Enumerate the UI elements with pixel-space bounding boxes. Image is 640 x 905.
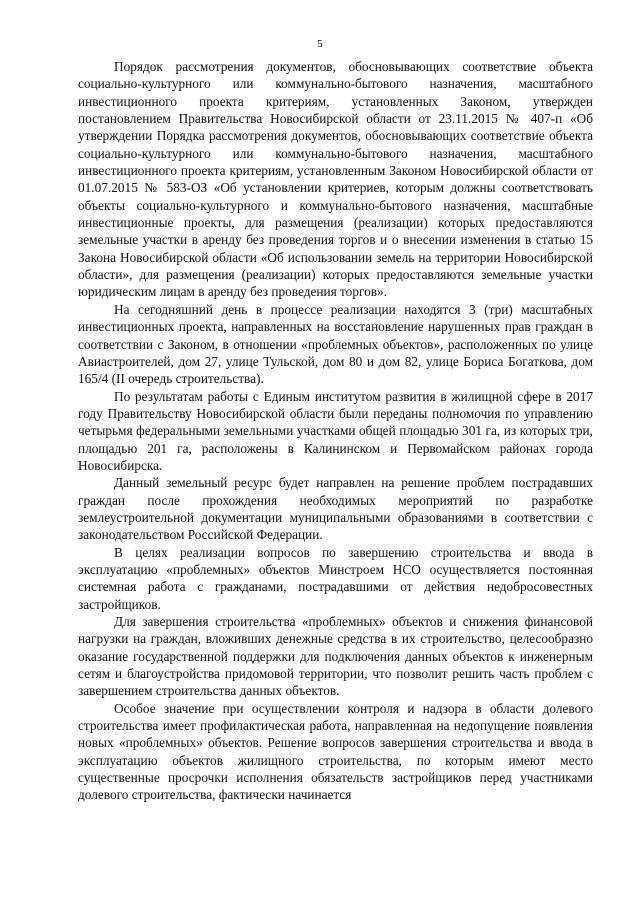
paragraph-state-support: Для завершения строительства «проблемных» объектов и снижения финансовой нагрузки на граждан, вложивших денежные средства в их строительство, целесообразно оказание государственной поддержки для подключения данных объектов к инженерным сетям и благоустройства придомовой территории, что позволит решить часть проблем с завершением строительства данных объектов. [78, 614, 593, 699]
paragraph-land-resource: Данный земельный ресурс будет направлен на решение проблем пострадавших граждан после прохождения необходимых мероприятий по разработке землеустроительной документации муниципальными образованиями в соответствии с законодательством Российской Федерации. [78, 475, 593, 543]
paragraph-systematic-work: В целях реализации вопросов по завершению строительства и ввода в эксплуатацию «проблемных» объектов Минстроем НСО осуществляется постоянная системная работа с гражданами, пострадавшими от действия недобросовестных застройщиков. [78, 544, 593, 612]
paragraph-land-plots: По результатам работы с Единым институтом развития в жилищной сфере в 2017 году Правительству Новосибирской области были переданы полномочия по управлению четырьмя федеральными земельными участками общей площадью 301 га, из которых три, площадью 201 га, расположены в Калининском и Первомайском районах города Новосибирска. [78, 388, 593, 473]
paragraph-preventive-work: Особое значение при осуществлении контроля и надзора в области долевого строительства имеет профилактическая работа, направленная на недопущение появления новых «проблемных» объектов. Решение вопросов завершения строительства и ввода в эксплуатацию объектов жилищного строительства, по которым имеют место существенные просрочки исполнения обязательств застройщиков перед участниками долевого строительства, фактически начинается [78, 700, 593, 803]
paragraph-review-procedure: Порядок рассмотрения документов, обосновывающих соответствие объекта социально-культурного или коммунально-бытового назначения, масштабного инвестиционного проекта критериям, установленных Законом, утвержден постановлением Правительства Новосибирской области от 23.11.2015 № 407-п «Об утверждении Порядка рассмотрения документов, обосновывающих соответствие объекта социально-культурного или коммунально-бытового назначения, масштабного инвестиционного проекта критериям, установленным Законом Новосибирской области от 01.07.2015 № 583-ОЗ «Об установлении критериев, которым должны соответствовать объекты социально-культурного и коммунально-бытового назначения, масштабные инвестиционные проекты, для размещения (реализации) которых предоставляются земельные участки в аренду без проведения торгов и о внесении изменения в статью 15 Закона Новосибирской области «Об использовании земель на территории Новосибирской области», для размещения (реализации) которых предоставляются земельные участки юридическим лицам в аренду без проведения торгов». [78, 59, 593, 300]
page-number: 5 [317, 38, 323, 50]
document-body [78, 58, 593, 804]
paragraph-investment-projects: На сегодняшний день в процессе реализации находятся 3 (три) масштабных инвестиционных проекта, направленных на восстановление нарушенных прав граждан в соответствии с Законом, в отношении «проблемных объектов», расположенных по улице Авиастроителей, дом 27, улице Тульской, дом 80 и дом 82, улице Бориса Богаткова, дом 165/4 (II очередь строительства). [78, 301, 593, 387]
